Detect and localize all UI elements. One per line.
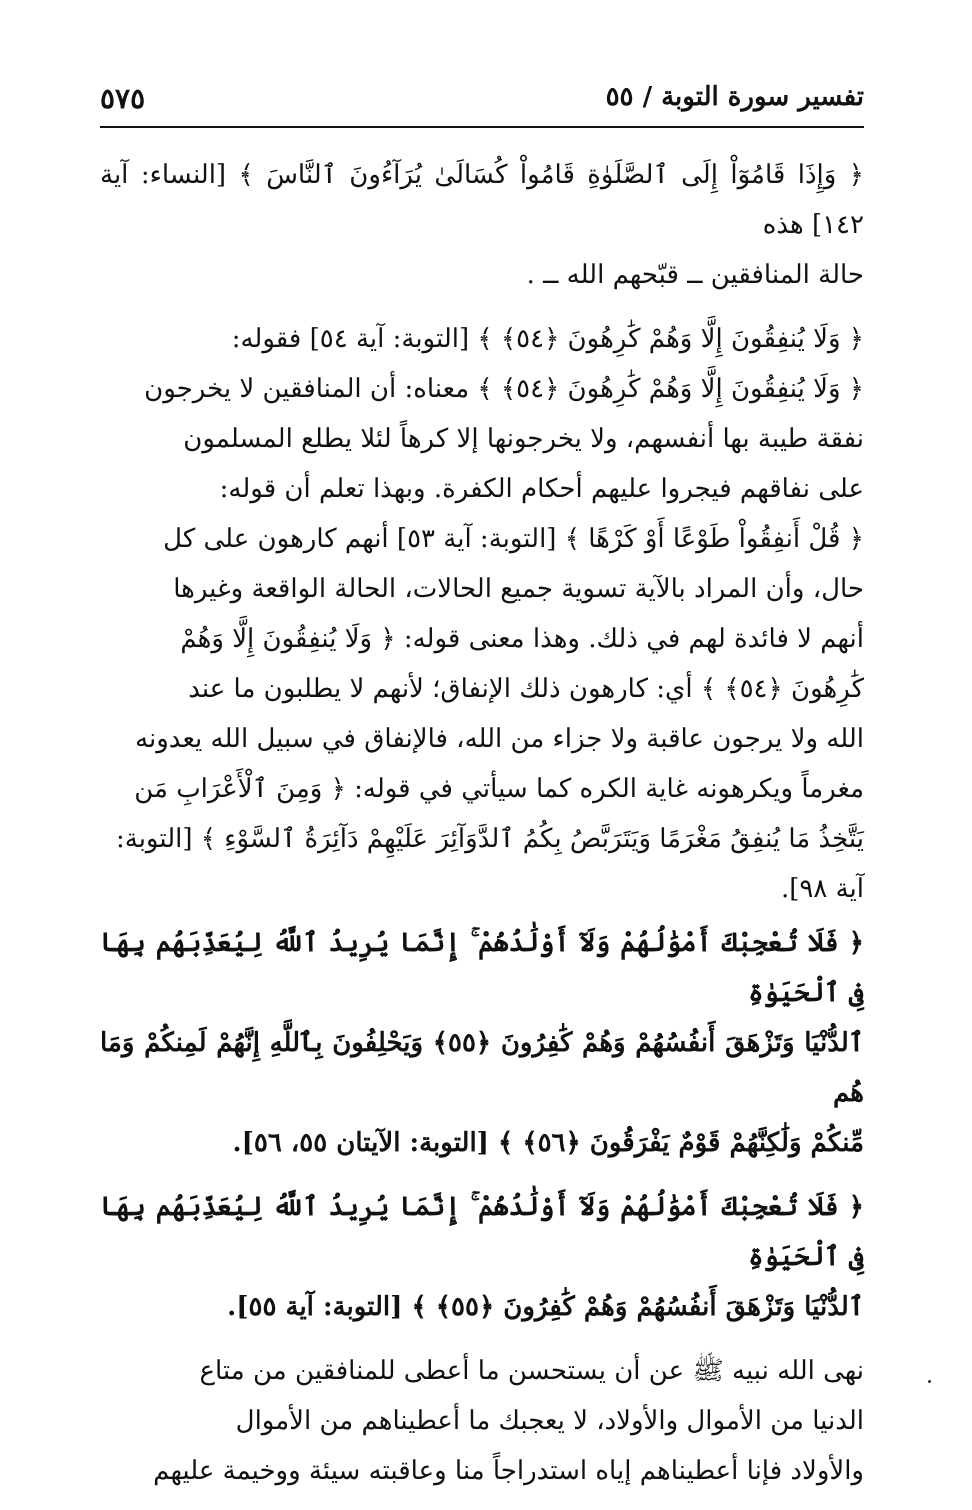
text-line: يَتَّخِذُ مَا يُنفِقُ مَغْرَمًا وَيَتَرَبَّصُ بِكُمُ ٱلدَّوَآئِرَ عَلَيْهِمْ دَآئِرَةُ ٱلسَّوْءِ ﴾ [التوبة: [116, 824, 864, 854]
page-number: ٥٧٥ [100, 82, 146, 115]
page-header [100, 80, 864, 128]
verse-line: ﴿ فَلَا تُعْجِبْكَ أَمْوَٰلُهُمْ وَلَآ أَوْلَٰدُهُمْ ۚ إِنَّمَا يُرِيدُ ٱللَّهُ لِيُعَذِّبَهُم بِهَا فِى ٱلْحَيَوٰةِ [100, 928, 864, 1008]
verse-line: ٱلدُّنْيَا وَتَزْهَقَ أَنفُسُهُمْ وَهُمْ كَٰفِرُونَ ﴿٥٥﴾ وَيَحْلِفُونَ بِٱللَّهِ إِنَّهُمْ لَمِنكُمْ وَمَا هُم [100, 1028, 865, 1108]
body-text [100, 150, 864, 1510]
text-line: حالة المنافقين ــ قبّحهم الله ــ . [526, 260, 864, 290]
paragraph-5 [100, 1346, 864, 1496]
scan-speck [928, 1380, 931, 1383]
text-line: كَٰرِهُونَ ﴿٥٤﴾ ﴾ أي: كارهون ذلك الإنفاق؛ لأنهم لا يطلبون ما عند [188, 674, 864, 704]
paragraph-4-verse-block [100, 1182, 864, 1332]
text-line: حال، وأن المراد بالآية تسوية جميع الحالات، الحالة الواقعة وغيرها [173, 574, 864, 604]
text-line: نفقة طيبة بها أنفسهم، ولا يخرجونها إلا كرهاً لئلا يطلع المسلمون [183, 424, 864, 454]
text-line: نهى الله نبيه ﷺ عن أن يستحسن ما أعطى للمنافقين من متاع [199, 1356, 864, 1386]
text-line: ﴿ وَلَا يُنفِقُونَ إِلَّا وَهُمْ كَٰرِهُونَ ﴿٥٤﴾ ﴾ معناه: أن المنافقين لا يخرجون [144, 374, 864, 404]
text-line: الدنيا من الأموال والأولاد، لا يعجبك ما أعطيناهم من الأموال [235, 1406, 864, 1436]
text-line: أنهم لا فائدة لهم في ذلك. وهذا معنى قوله: ﴿ وَلَا يُنفِقُونَ إِلَّا وَهُمْ [180, 624, 864, 654]
text-line: والأولاد فإنا أعطيناهم إياه استدراجاً منا وعاقبته سيئة ووخيمة عليهم [153, 1456, 864, 1486]
verse-line: ٱلدُّنْيَا وَتَزْهَقَ أَنفُسُهُمْ وَهُمْ كَٰفِرُونَ ﴿٥٥﴾ ﴾ [التوبة: آية ٥٥]. [227, 1292, 864, 1322]
text-line: على نفاقهم فيجروا عليهم أحكام الكفرة. وبهذا تعلم أن قوله: [219, 474, 864, 504]
text-line: آية ٩٨]. [780, 874, 864, 904]
verse-line: مِّنكُمْ وَلَٰكِنَّهُمْ قَوْمٌ يَفْرَقُونَ ﴿٥٦﴾ ﴾ [التوبة: الآيتان ٥٥، ٥٦]. [232, 1128, 864, 1158]
paragraph-1 [100, 150, 864, 300]
running-title: تفسير سورة التوبة / ٥٥ [605, 82, 864, 112]
text-line: ﴿ وَإِذَا قَامُوٓاْ إِلَى ٱلصَّلَوٰةِ قَامُواْ كُسَالَىٰ يُرَآءُونَ ٱلنَّاسَ ﴾ [النساء: آية ١٤٢] هذه [100, 160, 864, 240]
text-line: مغرماً ويكرهونه غاية الكره كما سيأتي في قوله: ﴿ وَمِنَ ٱلْأَعْرَابِ مَن [134, 774, 864, 804]
text-line: ﴿ وَلَا يُنفِقُونَ إِلَّا وَهُمْ كَٰرِهُونَ ﴿٥٤﴾ ﴾ [التوبة: آية ٥٤] فقوله: [231, 324, 864, 354]
paragraph-3-verse-block [100, 918, 864, 1168]
paragraph-2 [100, 314, 864, 914]
text-line: ﴿ قُلْ أَنفِقُواْ طَوْعًا أَوْ كَرْهًا ﴾ [التوبة: آية ٥٣] أنهم كارهون على كل [163, 524, 864, 554]
text-line: الله ولا يرجون عاقبة ولا جزاء من الله، فالإنفاق في سبيل الله يعدونه [135, 724, 864, 754]
verse-line: ﴿ فَلَا تُعْجِبْكَ أَمْوَٰلُهُمْ وَلَآ أَوْلَٰدُهُمْ ۚ إِنَّمَا يُرِيدُ ٱللَّهُ لِيُعَذِّبَهُم بِهَا فِى ٱلْحَيَوٰةِ [100, 1192, 864, 1272]
